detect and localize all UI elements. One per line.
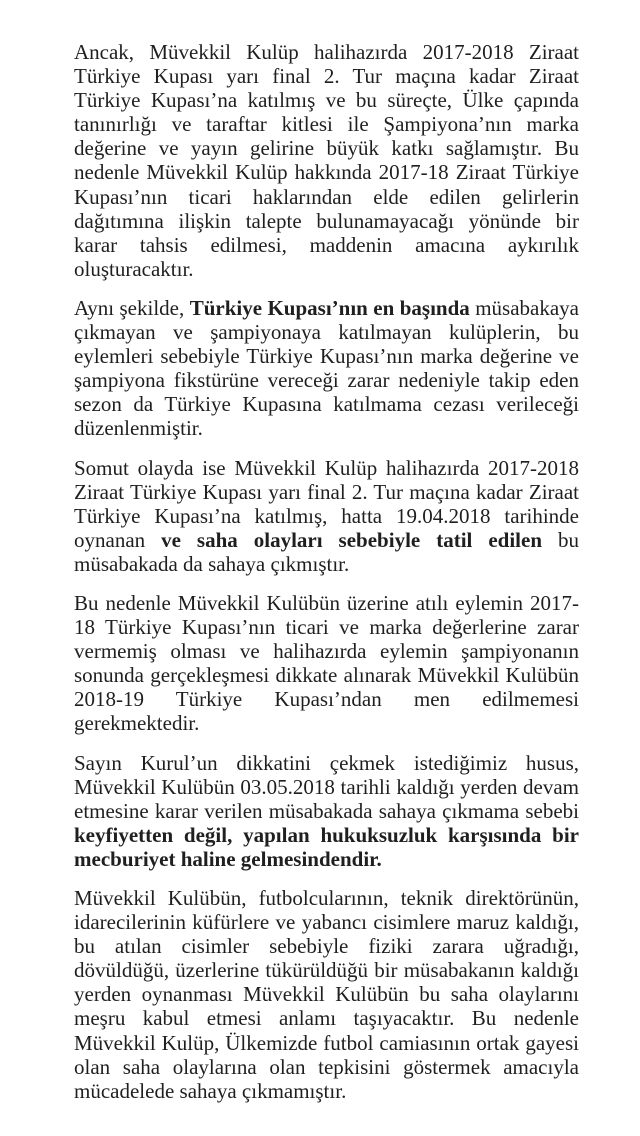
paragraph-4 xyxy=(74,591,579,736)
bold-text-run: ve saha olayları sebebiyle tatil edilen xyxy=(161,527,543,552)
paragraph-5 xyxy=(74,751,579,871)
paragraph-3 xyxy=(74,456,579,576)
text-run: bu müsabakada da sahaya çıkmıştır. xyxy=(74,527,579,576)
paragraph-1 xyxy=(74,40,579,281)
text-run: Somut olayda ise Müvekkil Kulüp halihazırda 2017-2018 Ziraat Türkiye Kupası yarı final 2. Tur maçına kadar Ziraat Türkiye Kupası’na katılmış, hatta 19.04.2018 tarihinde oynanan xyxy=(74,455,579,552)
text-run: Bu nedenle Müvekkil Kulübün üzerine atılı eylemin 2017-18 Türkiye Kupası’nın ticari ve marka değerlerine zarar vermemiş olması ve halihazırda eylemin şampiyonanın sonunda gerçekleşmesi dikkate alınarak Müvekkil Kulübün 2018-19 Türkiye Kupası’ndan men edilmemesi gerekmektedir. xyxy=(74,590,579,736)
paragraph-2 xyxy=(74,296,579,441)
text-run: Müvekkil Kulübün, futbolcularının, teknik direktörünün, idarecilerinin küfürlere ve yabancı cisimlere maruz kaldığı, bu atılan cisimler sebebiyle fiziki zarara uğradığı, dövüldüğü, üzerlerine tükürüldüğü bir müsabakanın kaldığı yerden oynanması Müvekkil Kulübün bu saha olaylarını meşru kabul etmesi anlamı taşıyacaktır. Bu nedenle Müvekkil Kulüp, Ülkemizde futbol camiasının ortak gayesi olan saha olaylarına olan tepkisini göstermek amacıyla mücadelede sahaya çıkmamıştır. xyxy=(74,886,579,1103)
text-run: müsabakaya çıkmayan ve şampiyonaya katılmayan kulüplerin, bu eylemleri sebebiyle Türkiye Kupası’nın marka değerine ve şampiyona fikstürüne vereceği zarar nedeniyle takip eden sezon da Türkiye Kupasına katılmama cezası verileceği düzenlenmiştir. xyxy=(74,295,579,441)
bold-text-run: keyfiyetten değil, yapılan hukuksuzluk karşısında bir mecburiyet haline gelmesindendir. xyxy=(74,822,579,871)
paragraph-6 xyxy=(74,886,579,1103)
text-run: Aynı şekilde, xyxy=(74,295,190,320)
text-run: Sayın Kurul’un dikkatini çekmek istediğimiz husus, Müvekkil Kulübün 03.05.2018 tarihli kaldığı yerden devam etmesine karar verilen müsabakada sahaya çıkmama sebebi xyxy=(74,750,579,823)
bold-text-run: Türkiye Kupası’nın en başında xyxy=(189,295,470,320)
text-run: Ancak, Müvekkil Kulüp halihazırda 2017-2018 Ziraat Türkiye Kupası yarı final 2. Tur maçına kadar Ziraat Türkiye Kupası’na katılmış ve bu süreçte, Ülke çapında tanınırlığı ve taraftar kitlesi ile Şampiyona’nın marka değerine ve yayın gelirine büyük katkı sağlamıştır. Bu nedenle Müvekkil Kulüp hakkında 2017-18 Ziraat Türkiye Kupası’nın ticari haklarından elde edilen gelirlerin dağıtımına ilişkin talepte bulunamayacağı yönünde bir karar tahsis edilmesi, maddenin amacına aykırılık oluşturacaktır. xyxy=(74,40,579,281)
